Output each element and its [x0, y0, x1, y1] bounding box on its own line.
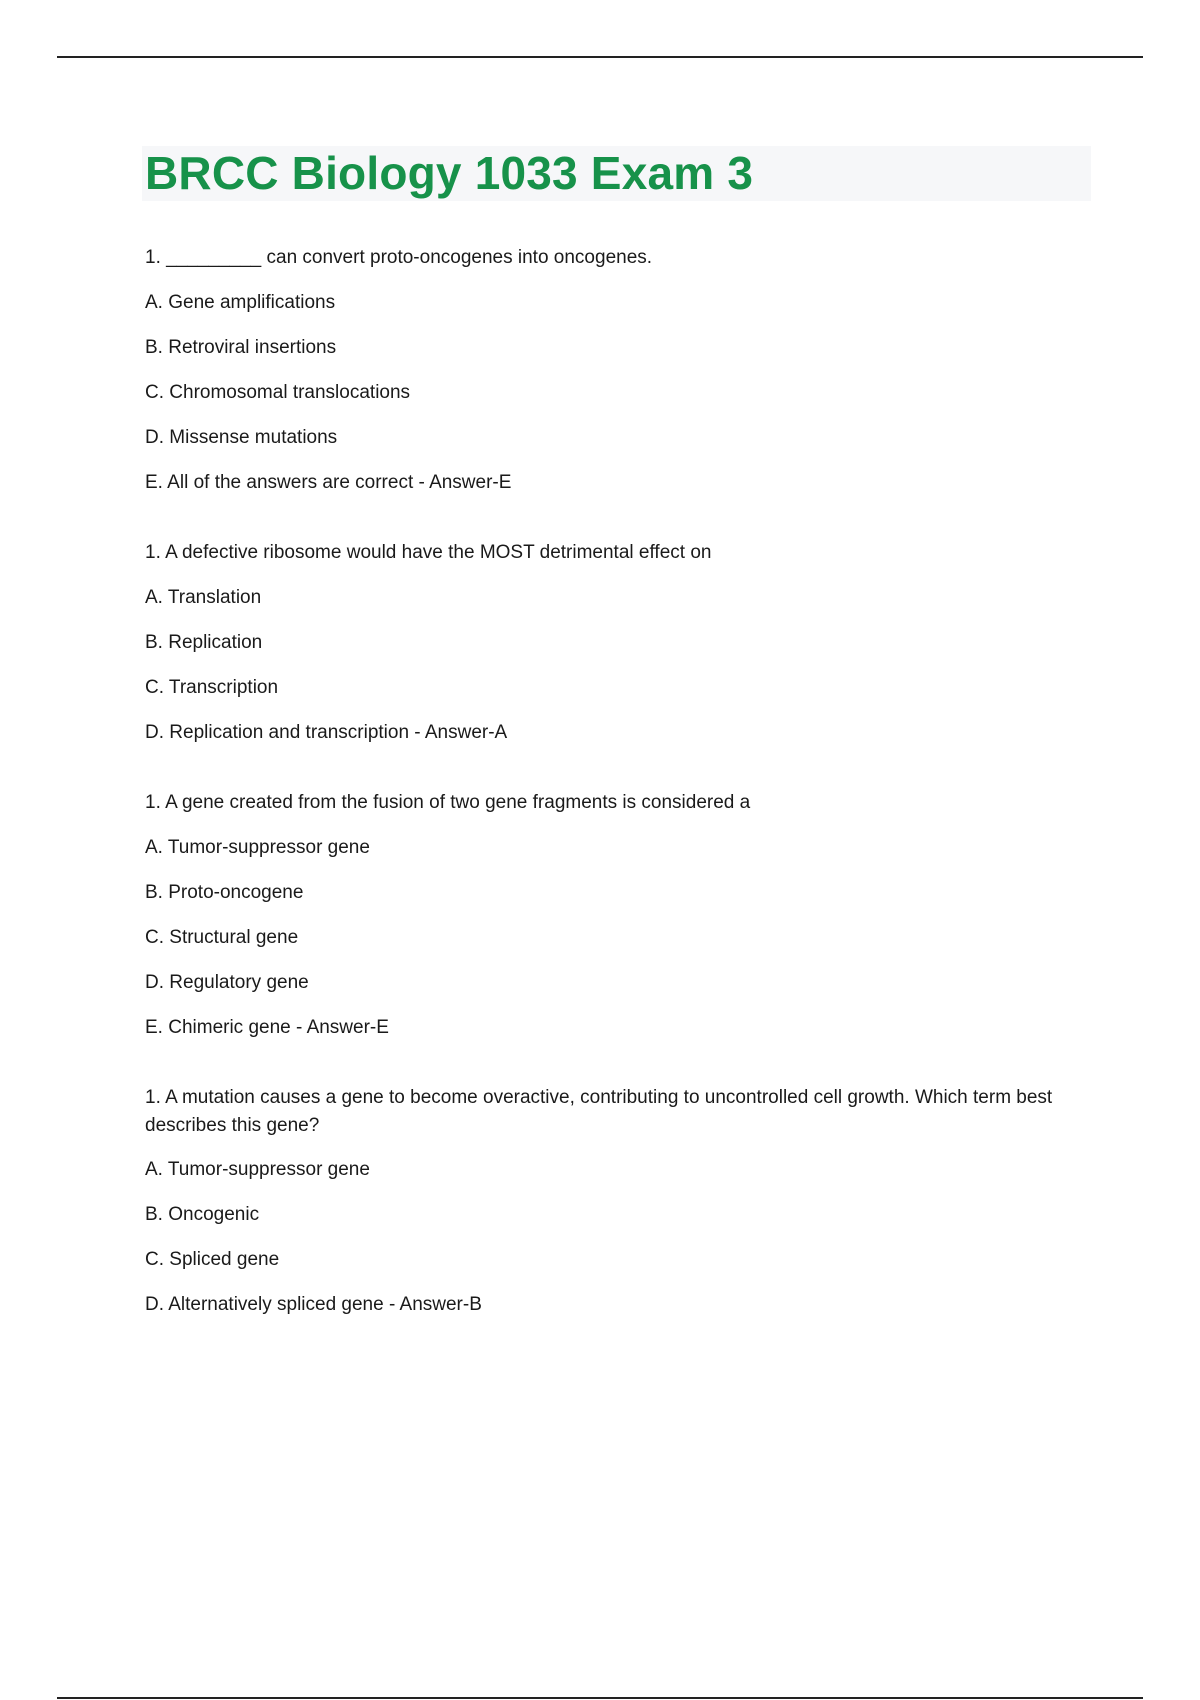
- answer-option: A. Tumor-suppressor gene: [145, 837, 370, 858]
- answer-option: C. Structural gene: [145, 927, 299, 948]
- answer-option: C. Spliced gene: [145, 1249, 280, 1270]
- question-prompt: 1. A defective ribosome would have the MOST detrimental effect on: [145, 542, 712, 563]
- question-block: [145, 789, 1095, 1042]
- question-prompt: 1. _________ can convert proto-oncogenes into oncogenes.: [145, 247, 653, 268]
- answer-option: B. Replication: [145, 632, 263, 653]
- answer-option: E. All of the answers are correct - Answer-E: [145, 472, 512, 493]
- answer-option: D. Alternatively spliced gene - Answer-B: [145, 1294, 482, 1315]
- question-block: [145, 539, 1095, 747]
- answer-option: A. Gene amplifications: [145, 292, 336, 313]
- answer-option: A. Tumor-suppressor gene: [145, 1159, 370, 1180]
- question-block: [145, 244, 1095, 497]
- answer-option: E. Chimeric gene - Answer-E: [145, 1017, 389, 1038]
- footer-rule: [57, 1697, 1143, 1699]
- answer-option: C. Transcription: [145, 677, 279, 698]
- header-rule: [57, 56, 1143, 58]
- answer-option: C. Chromosomal translocations: [145, 382, 411, 403]
- question-list: [145, 244, 1095, 1361]
- answer-option: D. Missense mutations: [145, 427, 338, 448]
- answer-option: B. Proto-oncogene: [145, 882, 304, 903]
- question-prompt: 1. A mutation causes a gene to become overactive, contributing to uncontrolled cell growth. Which term best describes this gene?: [145, 1087, 1053, 1136]
- answer-option: B. Retroviral insertions: [145, 337, 337, 358]
- document-title: BRCC Biology 1033 Exam 3: [145, 147, 754, 199]
- question-prompt: 1. A gene created from the fusion of two gene fragments is considered a: [145, 792, 751, 813]
- answer-option: D. Regulatory gene: [145, 972, 309, 993]
- question-block: [145, 1084, 1095, 1319]
- answer-option: D. Replication and transcription - Answer-A: [145, 722, 508, 743]
- answer-option: B. Oncogenic: [145, 1204, 260, 1225]
- answer-option: A. Translation: [145, 587, 262, 608]
